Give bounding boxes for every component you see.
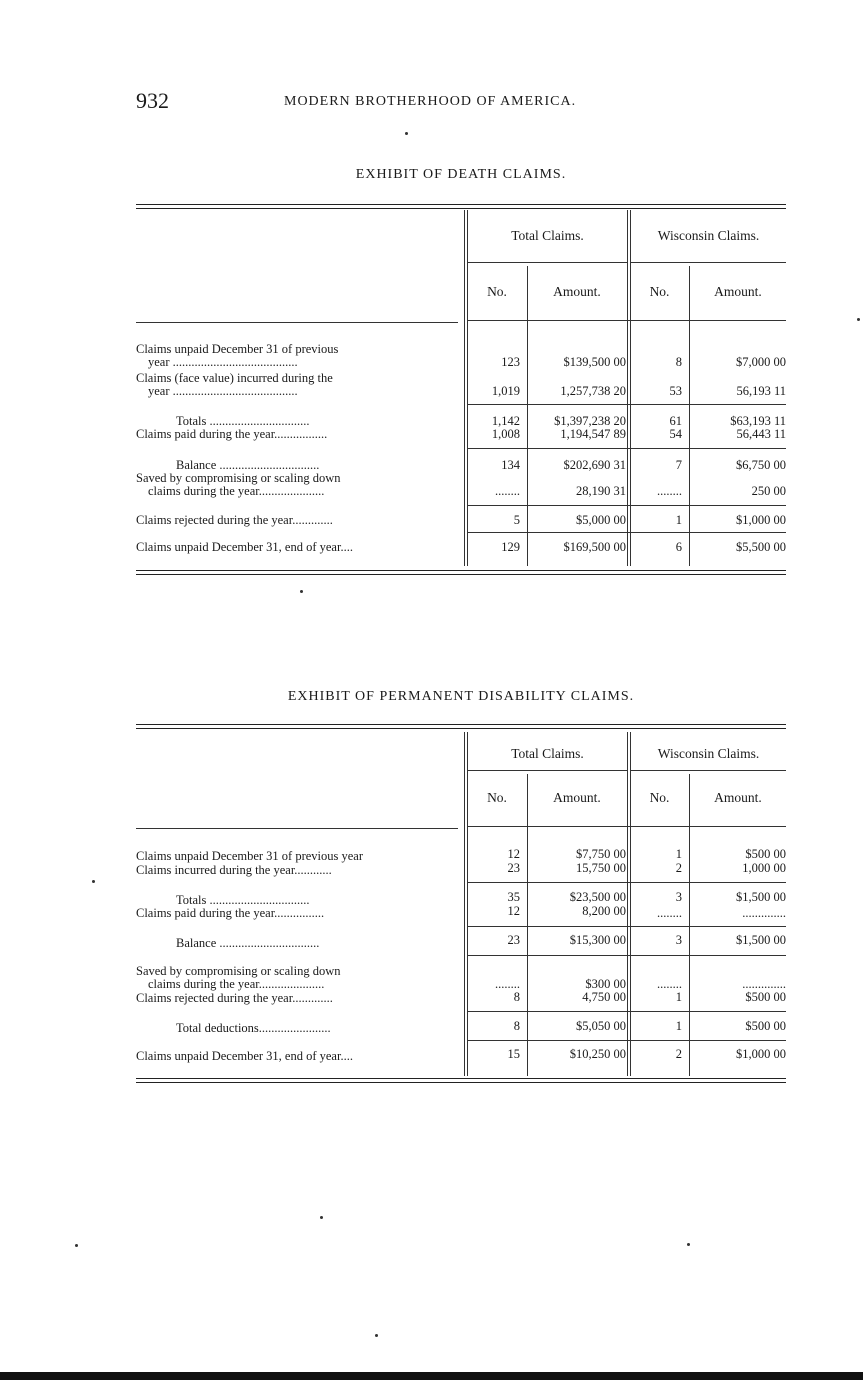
death-claims-title: EXHIBIT OF DEATH CLAIMS. (355, 167, 567, 182)
row-label: Claims unpaid December 31, end of year.... (136, 1050, 353, 1063)
wisconsin-no: 1 (675, 990, 682, 1004)
sum-rule (468, 532, 786, 533)
page-header (136, 88, 786, 116)
header-no: No. (487, 284, 507, 299)
total-amount: $169,500 00 (563, 540, 626, 554)
column-rule (689, 774, 690, 1076)
total-no: 15 (507, 1047, 520, 1061)
total-amount: 1,194,547 89 (560, 427, 626, 441)
row-label: Claims unpaid December 31 of previous (136, 343, 339, 356)
total-no: 123 (501, 355, 520, 369)
total-amount: $300 00 (585, 977, 626, 991)
row-label: Saved by compromising or scaling down (136, 965, 341, 978)
total-amount: $10,250 00 (569, 1047, 626, 1061)
wisconsin-no: 61 (669, 414, 682, 428)
row-label: Totals ................................ (176, 415, 310, 428)
wisconsin-amount: .............. (742, 906, 786, 920)
header-total-claims: Total Claims. (511, 746, 584, 761)
header-rule (468, 770, 627, 771)
wisconsin-amount: 56,193 11 (736, 384, 786, 398)
row-label: Balance ................................ (176, 459, 320, 472)
header-amount: Amount. (553, 790, 601, 805)
table-top-rule (136, 724, 786, 729)
total-no: 1,142 (491, 414, 520, 428)
header-rule (631, 770, 786, 771)
row-label: Saved by compromising or scaling down (136, 472, 341, 485)
wisconsin-amount: .............. (742, 977, 786, 991)
sum-rule (468, 882, 786, 883)
wisconsin-amount: $7,000 00 (736, 355, 786, 369)
total-no: 8 (513, 990, 520, 1004)
row-label-cont: year ........................................ (148, 385, 298, 398)
sum-rule (468, 1011, 786, 1012)
total-amount: 1,257,738 20 (560, 384, 626, 398)
column-rule (627, 210, 628, 566)
total-amount: $5,000 00 (576, 513, 626, 527)
wisconsin-amount: $500 00 (745, 990, 786, 1004)
sum-rule (468, 448, 786, 449)
row-label: Claims incurred during the year............ (136, 864, 332, 877)
total-no: 12 (507, 904, 520, 918)
scan-speck (857, 318, 860, 321)
disability-claims-table (136, 724, 786, 1090)
header-rule (468, 262, 627, 263)
header-rule (631, 262, 786, 263)
wisconsin-amount: 250 00 (751, 484, 786, 498)
row-label-cont: claims during the year..................... (148, 978, 325, 991)
total-no: 129 (501, 540, 520, 554)
wisconsin-no: 6 (675, 540, 682, 554)
total-amount: $202,690 31 (563, 458, 626, 472)
wisconsin-no: 2 (675, 1047, 682, 1061)
disability-claims-title: EXHIBIT OF PERMANENT DISABILITY CLAIMS. (287, 689, 635, 704)
header-no: No. (649, 284, 670, 299)
wisconsin-amount: 56,443 11 (736, 427, 786, 441)
row-label: Claims paid during the year................ (136, 907, 325, 920)
wisconsin-amount: $6,750 00 (736, 458, 786, 472)
total-amount: $5,050 00 (576, 1019, 626, 1033)
wisconsin-no: 2 (675, 861, 682, 875)
total-no: 134 (501, 458, 520, 472)
wisconsin-no: 1 (675, 1019, 682, 1033)
wisconsin-amount: 1,000 00 (742, 861, 786, 875)
running-title: MODERN BROTHERHOOD OF AMERICA. (284, 94, 577, 109)
total-no: 23 (507, 861, 520, 875)
sum-rule (468, 505, 786, 506)
sum-rule (468, 404, 786, 405)
total-amount: $1,397,238 20 (554, 414, 626, 428)
death-claims-table (136, 204, 786, 580)
stub-rule (136, 322, 458, 323)
row-label: Claims rejected during the year............. (136, 514, 333, 527)
header-bottom-rule (468, 826, 786, 827)
row-label-cont: year ........................................ (148, 356, 298, 369)
sum-rule (468, 926, 786, 927)
total-no: 35 (507, 890, 520, 904)
wisconsin-no: 3 (675, 890, 682, 904)
header-bottom-rule (468, 320, 786, 321)
total-amount: 8,200 00 (582, 904, 626, 918)
total-no: 8 (513, 1019, 520, 1033)
row-label: Total deductions....................... (176, 1022, 331, 1035)
wisconsin-no: 53 (669, 384, 682, 398)
header-no: No. (649, 790, 670, 805)
wisconsin-amount: $1,500 00 (736, 933, 786, 947)
total-amount: 4,750 00 (582, 990, 626, 1004)
wisconsin-no: 1 (675, 513, 682, 527)
header-total-claims: Total Claims. (511, 228, 584, 243)
wisconsin-no: 3 (675, 933, 682, 947)
total-amount: $139,500 00 (563, 355, 626, 369)
wisconsin-no: 1 (675, 847, 682, 861)
wisconsin-amount: $1,500 00 (736, 890, 786, 904)
table-bottom-rule (136, 1078, 786, 1083)
total-amount: 28,190 31 (576, 484, 626, 498)
sum-rule (468, 955, 786, 956)
row-label: Totals ................................ (176, 894, 310, 907)
wisconsin-no: ........ (657, 484, 682, 498)
sum-rule (468, 1040, 786, 1041)
scan-speck (687, 1243, 690, 1246)
total-amount: $7,750 00 (576, 847, 626, 861)
scan-speck (375, 1334, 378, 1337)
total-amount: 15,750 00 (576, 861, 626, 875)
scan-speck (92, 880, 95, 883)
scan-speck (300, 590, 303, 593)
total-amount: $23,500 00 (569, 890, 626, 904)
total-no: 1,019 (491, 384, 520, 398)
total-no: 5 (513, 513, 520, 527)
total-no: 23 (507, 933, 520, 947)
row-label-cont: claims during the year..................... (148, 485, 325, 498)
total-no: 1,008 (491, 427, 520, 441)
wisconsin-amount: $500 00 (745, 847, 786, 861)
row-label: Balance ................................ (176, 937, 320, 950)
row-label: Claims unpaid December 31 of previous year (136, 850, 364, 863)
total-amount: $15,300 00 (569, 933, 626, 947)
wisconsin-amount: $63,193 11 (730, 414, 786, 428)
wisconsin-no: 8 (675, 355, 682, 369)
wisconsin-amount: $1,000 00 (736, 1047, 786, 1061)
table-bottom-rule (136, 570, 786, 575)
column-rule (464, 732, 465, 1076)
header-wisconsin-claims: Wisconsin Claims. (657, 228, 760, 243)
page-number: 932 (136, 88, 169, 113)
row-label: Claims unpaid December 31, end of year.... (136, 541, 353, 554)
wisconsin-amount: $1,000 00 (736, 513, 786, 527)
wisconsin-no: ........ (657, 906, 682, 920)
header-no: No. (487, 790, 507, 805)
header-amount: Amount. (714, 790, 762, 805)
scan-edge-bar (0, 1372, 863, 1380)
row-label: Claims paid during the year................. (136, 428, 328, 441)
column-rule (464, 210, 465, 566)
header-amount: Amount. (553, 284, 601, 299)
header-wisconsin-claims: Wisconsin Claims. (657, 746, 760, 761)
wisconsin-no: ........ (657, 977, 682, 991)
row-label: Claims rejected during the year............. (136, 992, 333, 1005)
row-label: Claims (face value) incurred during the (136, 372, 333, 385)
scan-speck (320, 1216, 323, 1219)
header-amount: Amount. (714, 284, 762, 299)
column-rule (630, 210, 631, 566)
wisconsin-amount: $5,500 00 (736, 540, 786, 554)
column-rule (627, 732, 628, 1076)
stub-rule (136, 828, 458, 829)
total-no: ........ (495, 484, 520, 498)
wisconsin-no: 7 (675, 458, 682, 472)
scan-speck (75, 1244, 78, 1247)
column-rule (630, 732, 631, 1076)
table-top-rule (136, 204, 786, 209)
total-no: ........ (495, 977, 520, 991)
scan-speck (405, 132, 408, 135)
total-no: 12 (507, 847, 520, 861)
wisconsin-no: 54 (669, 427, 682, 441)
column-rule (689, 266, 690, 566)
wisconsin-amount: $500 00 (745, 1019, 786, 1033)
